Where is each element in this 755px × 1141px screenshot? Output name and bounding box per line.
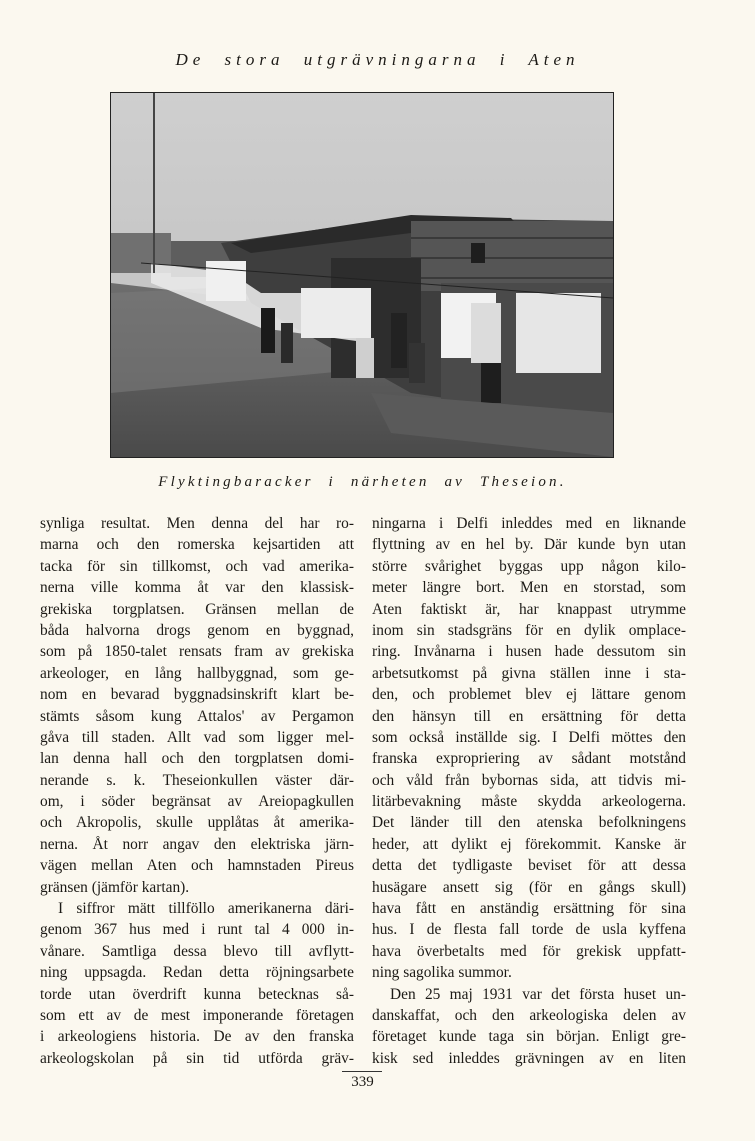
left-line: i arkeologiens historia. De av den franska bbox=[40, 1028, 354, 1046]
left-line: I siffror mätt tillföllo amerikanerna däri- bbox=[58, 900, 354, 918]
left-line: torde utan överdrift kunna betecknas så- bbox=[40, 985, 354, 1003]
left-line: tacka för sin tillkomst, och vad amerika- bbox=[40, 557, 354, 575]
right-line: som också inställde sig. I Delfi möttes den bbox=[372, 728, 686, 746]
left-line: synliga resultat. Men denna del har ro- bbox=[40, 515, 354, 532]
right-line: danskaffat, och den arkeologiska delen av bbox=[372, 1006, 686, 1024]
right-line: större svårighet byggas upp någon kilo- bbox=[372, 557, 686, 575]
right-line: den hänsyn till en ersättning för detta bbox=[372, 707, 686, 725]
right-line: hus. I de flesta fall torde de usla kyffena bbox=[372, 921, 686, 939]
left-line: ning uppsagda. Redan detta röjningsarbete bbox=[40, 964, 354, 982]
left-line: stämts såsom kung Attalos' av Pergamon bbox=[40, 707, 354, 725]
left-line: nom en bevarad byggnadsinskrift klart be- bbox=[40, 686, 354, 704]
right-line: Det länder till den atenska befolkningens bbox=[372, 814, 686, 832]
right-column bbox=[372, 513, 686, 1069]
right-line: meter längre bort. Men en storstad, som bbox=[372, 579, 686, 597]
left-line: nerna. Åt norr angav den elektriska järn- bbox=[40, 835, 354, 853]
right-line: ring. Invånarna i husen hade dessutom sin bbox=[372, 643, 686, 661]
right-line: den, och problemet blev ej lättare genom bbox=[372, 686, 686, 704]
left-line: nerna ville komma åt var den klassisk- bbox=[40, 579, 354, 597]
right-line: Aten faktiskt är, har knappast utrymme bbox=[372, 600, 686, 618]
right-line: husägare ansett sig (för en gångs skull) bbox=[372, 878, 686, 896]
left-line: vägen mellan Aten och hamnstaden Pireus bbox=[40, 857, 354, 875]
page-number: 339 bbox=[351, 1074, 374, 1090]
left-line: arkeologer, en lång hallbyggnad, som ge- bbox=[40, 664, 354, 682]
right-line: och våld från bybornas sida, att tidvis mi- bbox=[372, 771, 686, 789]
right-line: ningarna i Delfi inleddes med en liknande bbox=[372, 515, 686, 532]
left-line: marna och den romerska kejsartiden att bbox=[40, 536, 354, 554]
left-line: genom 367 hus med i runt tal 4 000 in- bbox=[40, 921, 354, 939]
folio-rule bbox=[342, 1071, 382, 1072]
right-line: arbetsutkomst på givna ställen inne i sta- bbox=[372, 664, 686, 682]
left-line: nerande s. k. Theseionkullen väster där- bbox=[40, 771, 354, 789]
right-line: flyttning av en hel by. Där kunde byn utan bbox=[372, 536, 686, 554]
left-line: grekiska torgplatsen. Gränsen mellan de bbox=[40, 600, 354, 618]
right-line: kisk sed inleddes grävningen av en liten bbox=[372, 1049, 686, 1067]
right-line: litärbevakning måste skydda arkeologerna. bbox=[372, 793, 686, 811]
left-line: arkeologskolan på sin tid utförda gräv- bbox=[40, 1049, 354, 1067]
right-line: heder, att dylikt ej förekommit. Kanske är bbox=[372, 835, 686, 853]
figure-caption: Flyktingbaracker i närheten av Theseion. bbox=[158, 474, 567, 490]
left-line: lan denna hall och den torgplatsen domi- bbox=[40, 750, 354, 768]
left-line: gränsen (jämför kartan). bbox=[40, 878, 190, 896]
right-line: ning sagolika summor. bbox=[372, 964, 512, 982]
running-head: De stora utgrävningarna i Aten bbox=[175, 50, 580, 69]
right-line: hava överbetalts med för grekisk uppfatt- bbox=[372, 942, 686, 960]
right-line: Den 25 maj 1931 var det första huset un- bbox=[390, 985, 686, 1003]
left-line: gåva till staden. Allt vad som ligger mel- bbox=[40, 728, 354, 746]
left-line: och Akropolis, skulle upplåtas åt amerika- bbox=[40, 814, 354, 832]
right-line: detta det tydligaste beviset för att dessa bbox=[372, 857, 686, 875]
left-line: som på 1850-talet rensats fram av grekiska bbox=[40, 643, 354, 661]
left-line: om, i söder begränsat av Areiopagkullen bbox=[40, 793, 354, 811]
left-line: som ett av de mest imponerande företagen bbox=[40, 1006, 354, 1024]
right-line: hava fått en anständig ersättning för sina bbox=[372, 900, 686, 918]
right-line: franska expropriering av sådant motstånd bbox=[372, 750, 686, 768]
refugee-barracks-photo bbox=[110, 92, 614, 458]
right-line: företaget kunde taga sin början. Enligt gre- bbox=[372, 1028, 686, 1046]
left-column bbox=[40, 513, 354, 1069]
left-line: vånare. Samtliga dessa blevo till avflytt- bbox=[40, 942, 354, 960]
right-line: inom sin stadsgräns för en dylik omplace- bbox=[372, 621, 686, 639]
left-line: båda halvorna drogs genom en byggnad, bbox=[40, 621, 354, 639]
